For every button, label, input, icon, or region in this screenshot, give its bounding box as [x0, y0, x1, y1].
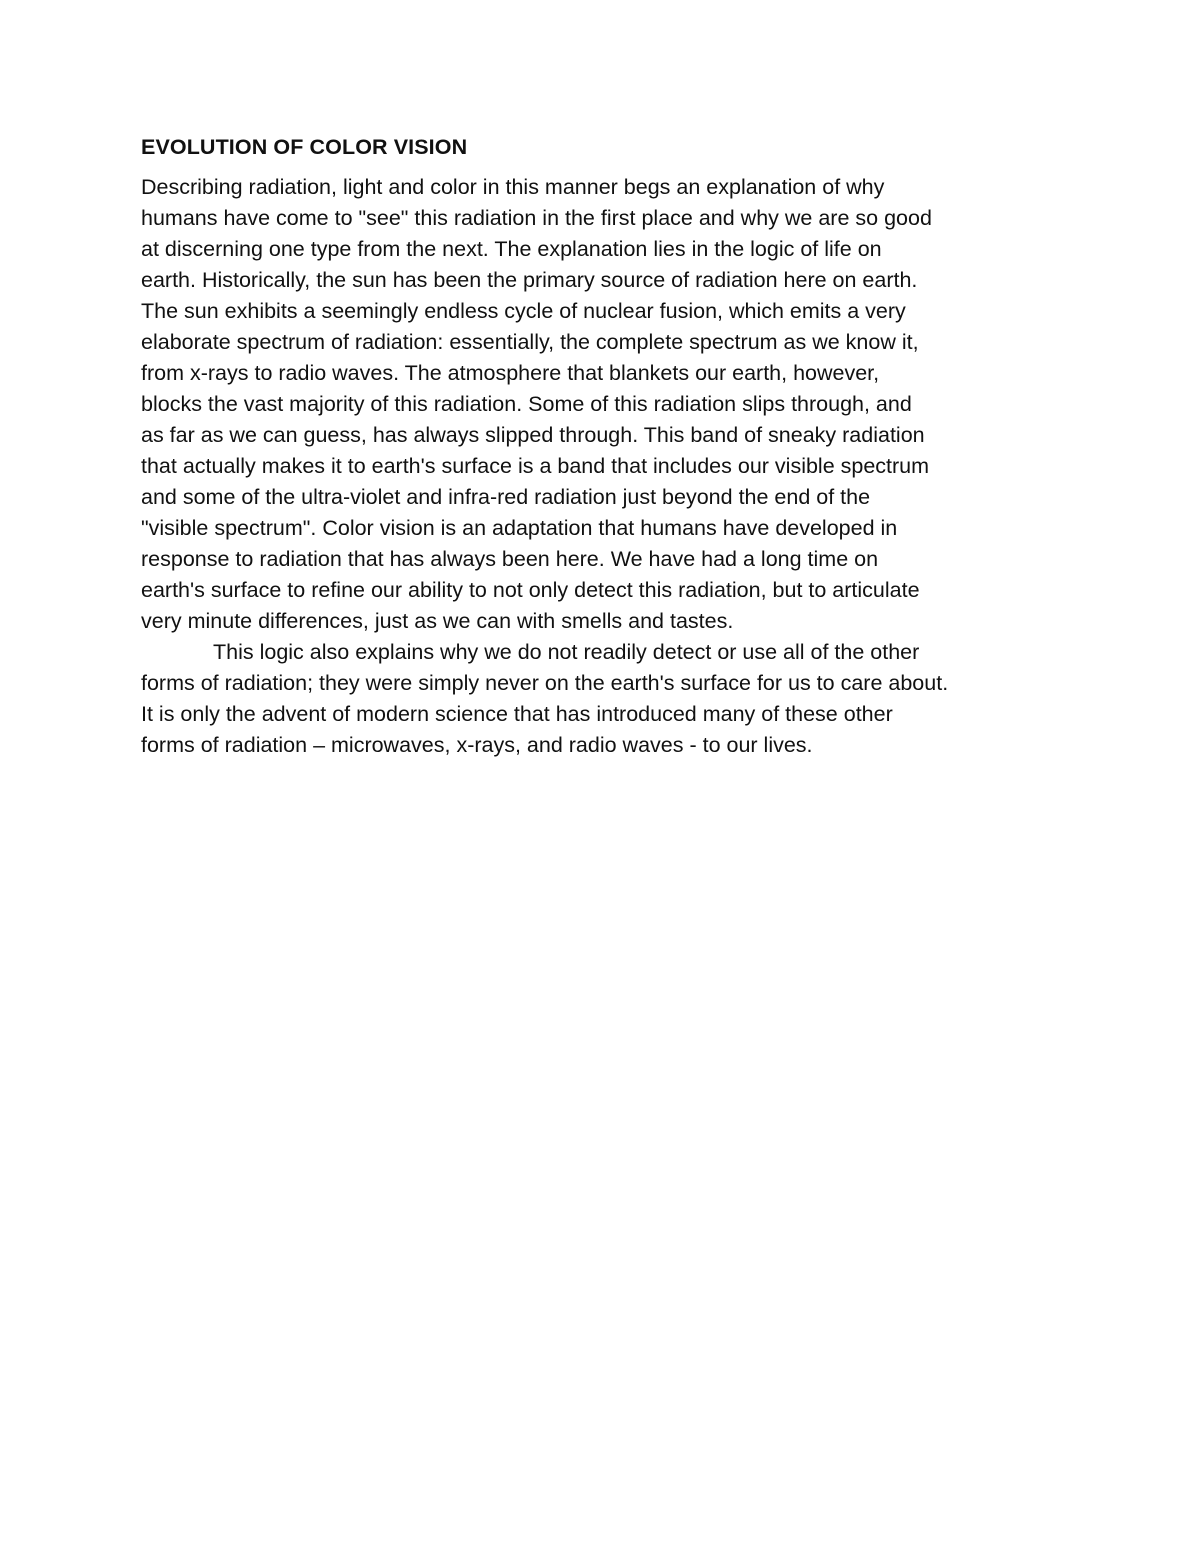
text-line: It is only the advent of modern science that has introduced many of these other [141, 702, 893, 726]
text-line: forms of radiation – microwaves, x-rays, and radio waves - to our lives. [141, 733, 813, 757]
text-line: The sun exhibits a seemingly endless cycle of nuclear fusion, which emits a very [141, 299, 906, 323]
text-line: earth's surface to refine our ability to not only detect this radiation, but to articulate [141, 578, 920, 602]
text-line: forms of radiation; they were simply never on the earth's surface for us to care about. [141, 671, 949, 695]
text-line: "visible spectrum". Color vision is an adaptation that humans have developed in [141, 516, 898, 540]
text-line: as far as we can guess, has always slipped through. This band of sneaky radiation [141, 423, 925, 447]
text-line: and some of the ultra-violet and infra-red radiation just beyond the end of the [141, 485, 871, 509]
paragraph-2 [141, 637, 1081, 761]
text-line: humans have come to "see" this radiation in the first place and why we are so good [141, 206, 932, 230]
text-line: response to radiation that has always been here. We have had a long time on [141, 547, 879, 571]
text-line: elaborate spectrum of radiation: essentially, the complete spectrum as we know it, [141, 330, 919, 354]
document-body [141, 132, 1081, 761]
text-line: blocks the vast majority of this radiation. Some of this radiation slips through, and [141, 392, 912, 416]
text-line: This logic also explains why we do not readily detect or use all of the other [213, 640, 920, 664]
text-line: that actually makes it to earth's surface is a band that includes our visible spectrum [141, 454, 930, 478]
document-title: EVOLUTION OF COLOR VISION [141, 135, 468, 159]
text-line: earth. Historically, the sun has been the primary source of radiation here on earth. [141, 268, 918, 292]
paragraph-1 [141, 172, 1081, 637]
text-line: at discerning one type from the next. The explanation lies in the logic of life on [141, 237, 882, 261]
text-line: from x-rays to radio waves. The atmosphere that blankets our earth, however, [141, 361, 880, 385]
text-line: very minute differences, just as we can with smells and tastes. [141, 609, 734, 633]
text-line: Describing radiation, light and color in this manner begs an explanation of why [141, 175, 885, 199]
